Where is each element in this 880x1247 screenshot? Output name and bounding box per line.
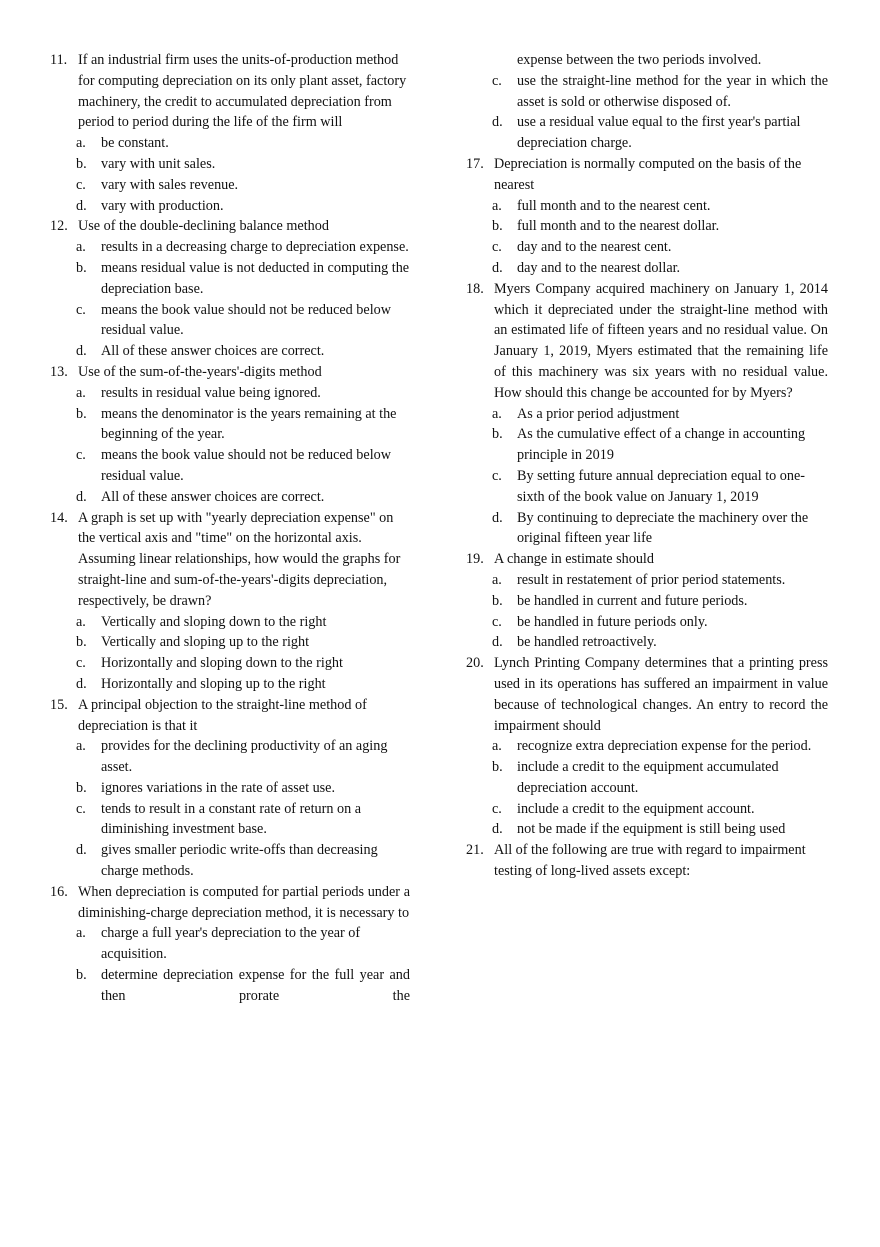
option-text: Horizontally and sloping up to the right (101, 675, 326, 692)
answer-option[interactable] (466, 508, 828, 550)
option-text: Vertically and sloping up to the right (101, 634, 310, 651)
option-letter: c. (76, 447, 86, 464)
option-text: full month and to the nearest dollar. (517, 218, 720, 235)
answer-option[interactable] (50, 736, 410, 778)
answer-option[interactable] (50, 674, 410, 695)
question-text: When depreciation is computed for partial periods under a diminishing-charge depreciation method, it is necessary to (78, 883, 410, 921)
answer-option[interactable] (466, 632, 828, 653)
option-letter: a. (76, 925, 86, 942)
option-text: vary with unit sales. (101, 155, 216, 172)
option-text: provides for the declining productivity of an aging asset. (101, 738, 388, 776)
option-text: be constant. (101, 135, 169, 152)
option-text: results in a decreasing charge to depreciation expense. (101, 239, 409, 256)
answer-option[interactable] (466, 819, 828, 840)
option-text: result in restatement of prior period statements. (517, 571, 786, 588)
option-letter: c. (492, 72, 502, 89)
option-letter: c. (492, 613, 502, 630)
question-number: 15. (50, 696, 68, 713)
option-letter: d. (76, 842, 87, 859)
option-letter: a. (76, 135, 86, 152)
option-text: means residual value is not deducted in computing the depreciation base. (101, 259, 410, 297)
option-text: charge a full year's depreciation to the year of acquisition. (101, 925, 361, 963)
option-text: be handled retroactively. (517, 634, 657, 651)
option-text: All of these answer choices are correct. (101, 488, 325, 505)
answer-option[interactable] (50, 175, 410, 196)
option-text: As the cumulative effect of a change in accounting principle in 2019 (517, 426, 806, 464)
answer-option[interactable] (466, 424, 828, 466)
option-text: means the denominator is the years remaining at the beginning of the year. (101, 405, 397, 443)
option-letter: d. (76, 488, 87, 505)
answer-option[interactable] (466, 196, 828, 217)
option-letter: a. (76, 738, 86, 755)
answer-option[interactable] (466, 258, 828, 279)
option-letter: d. (76, 197, 87, 214)
option-text: vary with production. (101, 197, 224, 214)
option-text: be handled in future periods only. (517, 613, 708, 630)
option-text: recognize extra depreciation expense for the period. (517, 738, 812, 755)
left-column (50, 50, 410, 1007)
question-11 (50, 50, 410, 133)
answer-option[interactable] (50, 840, 410, 882)
answer-option[interactable] (50, 133, 410, 154)
question-text: All of the following are true with regard to impairment testing of long-lived assets except: (494, 842, 806, 880)
option-text: use a residual value equal to the first year's partial depreciation charge. (517, 114, 801, 152)
answer-option[interactable] (466, 71, 828, 113)
option-letter: b. (492, 592, 503, 609)
option-text: include a credit to the equipment account. (517, 800, 755, 817)
option-letter: c. (76, 655, 86, 672)
option-continuation: expense between the two periods involved. (517, 52, 762, 68)
option-letter: c. (76, 301, 86, 318)
answer-option[interactable] (466, 466, 828, 508)
option-text: vary with sales revenue. (101, 176, 239, 193)
option-letter: b. (76, 779, 87, 796)
option-text: day and to the nearest dollar. (517, 259, 681, 276)
question-12 (50, 216, 410, 237)
question-number: 11. (50, 52, 68, 68)
option-letter: d. (492, 259, 503, 276)
answer-option[interactable] (50, 196, 410, 217)
answer-option[interactable] (466, 799, 828, 820)
question-text: A graph is set up with "yearly depreciation expense" on the vertical axis and "time" on the horizontal axis. Assuming linear relationships, how would the graphs for straight-line and sum-of-the-years'-digits depreciation, respectively, be drawn? (78, 509, 401, 609)
question-19 (466, 549, 828, 570)
option-text: All of these answer choices are correct. (101, 343, 325, 360)
option-letter: d. (492, 509, 503, 526)
option-letter: b. (76, 405, 87, 422)
option-text: day and to the nearest cent. (517, 239, 672, 256)
question-21 (466, 840, 828, 882)
option-text: Horizontally and sloping down to the right (101, 655, 343, 672)
option-text: include a credit to the equipment accumulated depreciation account. (517, 759, 779, 796)
option-text: tends to result in a constant rate of return on a diminishing investment base. (101, 800, 362, 838)
answer-option[interactable] (50, 923, 410, 965)
question-text: Myers Company acquired machinery on January 1, 2014 which it depreciated under the straight-line method with an estimated life of fifteen years and no residual value. On January 1, 2019, Myers estimated that the remaining life of this machinery was six years with no residual value. How should this change be accounted for by Myers? (494, 280, 828, 401)
question-text: Lynch Printing Company determines that a printing press used in its operations has suffered an impairment in value because of technological changes. An entry to record the impairment should (494, 655, 828, 734)
question-text: Depreciation is normally computed on the basis of the nearest (494, 155, 802, 193)
option-letter: b. (76, 155, 87, 172)
option-letter: b. (76, 634, 87, 651)
option-text: By continuing to depreciate the machinery over the original fifteen year life (517, 509, 809, 547)
option-letter: b. (492, 759, 503, 776)
right-column (466, 50, 828, 882)
answer-option[interactable] (466, 404, 828, 425)
option-letter: c. (492, 467, 502, 484)
option-text: gives smaller periodic write-offs than decreasing charge methods. (101, 842, 378, 880)
option-text: Vertically and sloping down to the right (101, 613, 327, 630)
option-letter: a. (492, 405, 502, 422)
option-letter: d. (492, 821, 503, 838)
question-15 (50, 695, 410, 737)
question-number: 13. (50, 363, 68, 380)
question-number: 14. (50, 509, 68, 526)
answer-option[interactable] (466, 216, 828, 237)
question-16 (50, 882, 410, 924)
answer-option[interactable] (466, 570, 828, 591)
option-text: full month and to the nearest cent. (517, 197, 711, 214)
question-text: If an industrial firm uses the units-of-production method for computing depreciation on its only plant asset, factory machinery, the credit to accumulated depreciation from period to period during the life of the firm will (78, 52, 407, 131)
question-text: Use of the double-declining balance method (78, 218, 329, 235)
answer-option[interactable] (50, 258, 410, 300)
question-14 (50, 508, 410, 612)
answer-option[interactable] (466, 237, 828, 258)
question-text: A change in estimate should (494, 551, 654, 568)
option-letter: d. (76, 675, 87, 692)
answer-option[interactable] (50, 383, 410, 404)
answer-option[interactable] (466, 612, 828, 633)
question-number: 19. (466, 551, 484, 568)
option-letter: c. (76, 800, 86, 817)
option-letter: c. (76, 176, 86, 193)
question-20 (466, 653, 828, 736)
option-letter: d. (76, 343, 87, 360)
answer-option[interactable] (50, 154, 410, 175)
option-letter: a. (492, 571, 502, 588)
answer-option[interactable] (50, 300, 410, 342)
option-letter: c. (492, 800, 502, 817)
option-text: be handled in current and future periods. (517, 592, 748, 609)
question-number: 16. (50, 883, 68, 900)
option-letter: a. (76, 239, 86, 256)
question-text: Use of the sum-of-the-years'-digits method (78, 363, 322, 380)
option-letter: c. (492, 239, 502, 256)
option-text: means the book value should not be reduced below residual value. (101, 301, 391, 339)
question-18 (466, 279, 828, 404)
answer-option[interactable] (50, 965, 410, 1007)
answer-option[interactable] (466, 757, 828, 799)
answer-option[interactable] (50, 341, 410, 362)
answer-option[interactable] (50, 404, 410, 446)
option-text: As a prior period adjustment (517, 405, 680, 422)
question-13 (50, 362, 410, 383)
answer-option[interactable] (50, 778, 410, 799)
option-letter: d. (492, 114, 503, 131)
answer-option[interactable] (466, 736, 828, 757)
option-text: By setting future annual depreciation equal to one-sixth of the book value on January 1, 2019 (517, 467, 805, 505)
answer-option[interactable] (466, 591, 828, 612)
option-letter: a. (492, 197, 502, 214)
option-text: ignores variations in the rate of asset use. (101, 779, 336, 796)
question-number: 21. (466, 842, 484, 859)
option-letter: a. (492, 738, 502, 755)
question-number: 17. (466, 155, 484, 172)
answer-option[interactable] (50, 632, 410, 653)
option-letter: a. (76, 384, 86, 401)
answer-option[interactable] (50, 487, 410, 508)
option-text: results in residual value being ignored. (101, 384, 321, 401)
question-text: A principal objection to the straight-line method of depreciation is that it (78, 696, 367, 734)
answer-option[interactable] (466, 112, 828, 154)
option-letter: b. (76, 967, 87, 984)
question-17 (466, 154, 828, 196)
answer-option[interactable] (50, 799, 410, 841)
answer-option[interactable] (50, 612, 410, 633)
option-text: use the straight-line method for the year in which the asset is sold or otherwise disposed of. (517, 72, 828, 110)
option-letter: b. (492, 218, 503, 235)
option-letter: b. (76, 259, 87, 276)
option-text: determine depreciation expense for the full year and then prorate the (101, 967, 410, 1004)
option-letter: b. (492, 426, 503, 443)
answer-option[interactable] (50, 445, 410, 487)
option-text: means the book value should not be reduced below residual value. (101, 447, 391, 484)
answer-option[interactable] (50, 653, 410, 674)
option-letter: a. (76, 613, 86, 630)
answer-option[interactable] (50, 237, 410, 258)
question-number: 20. (466, 655, 484, 672)
option-letter: d. (492, 634, 503, 651)
question-number: 18. (466, 280, 484, 297)
question-number: 12. (50, 218, 68, 235)
option-text: not be made if the equipment is still being used (517, 821, 786, 838)
